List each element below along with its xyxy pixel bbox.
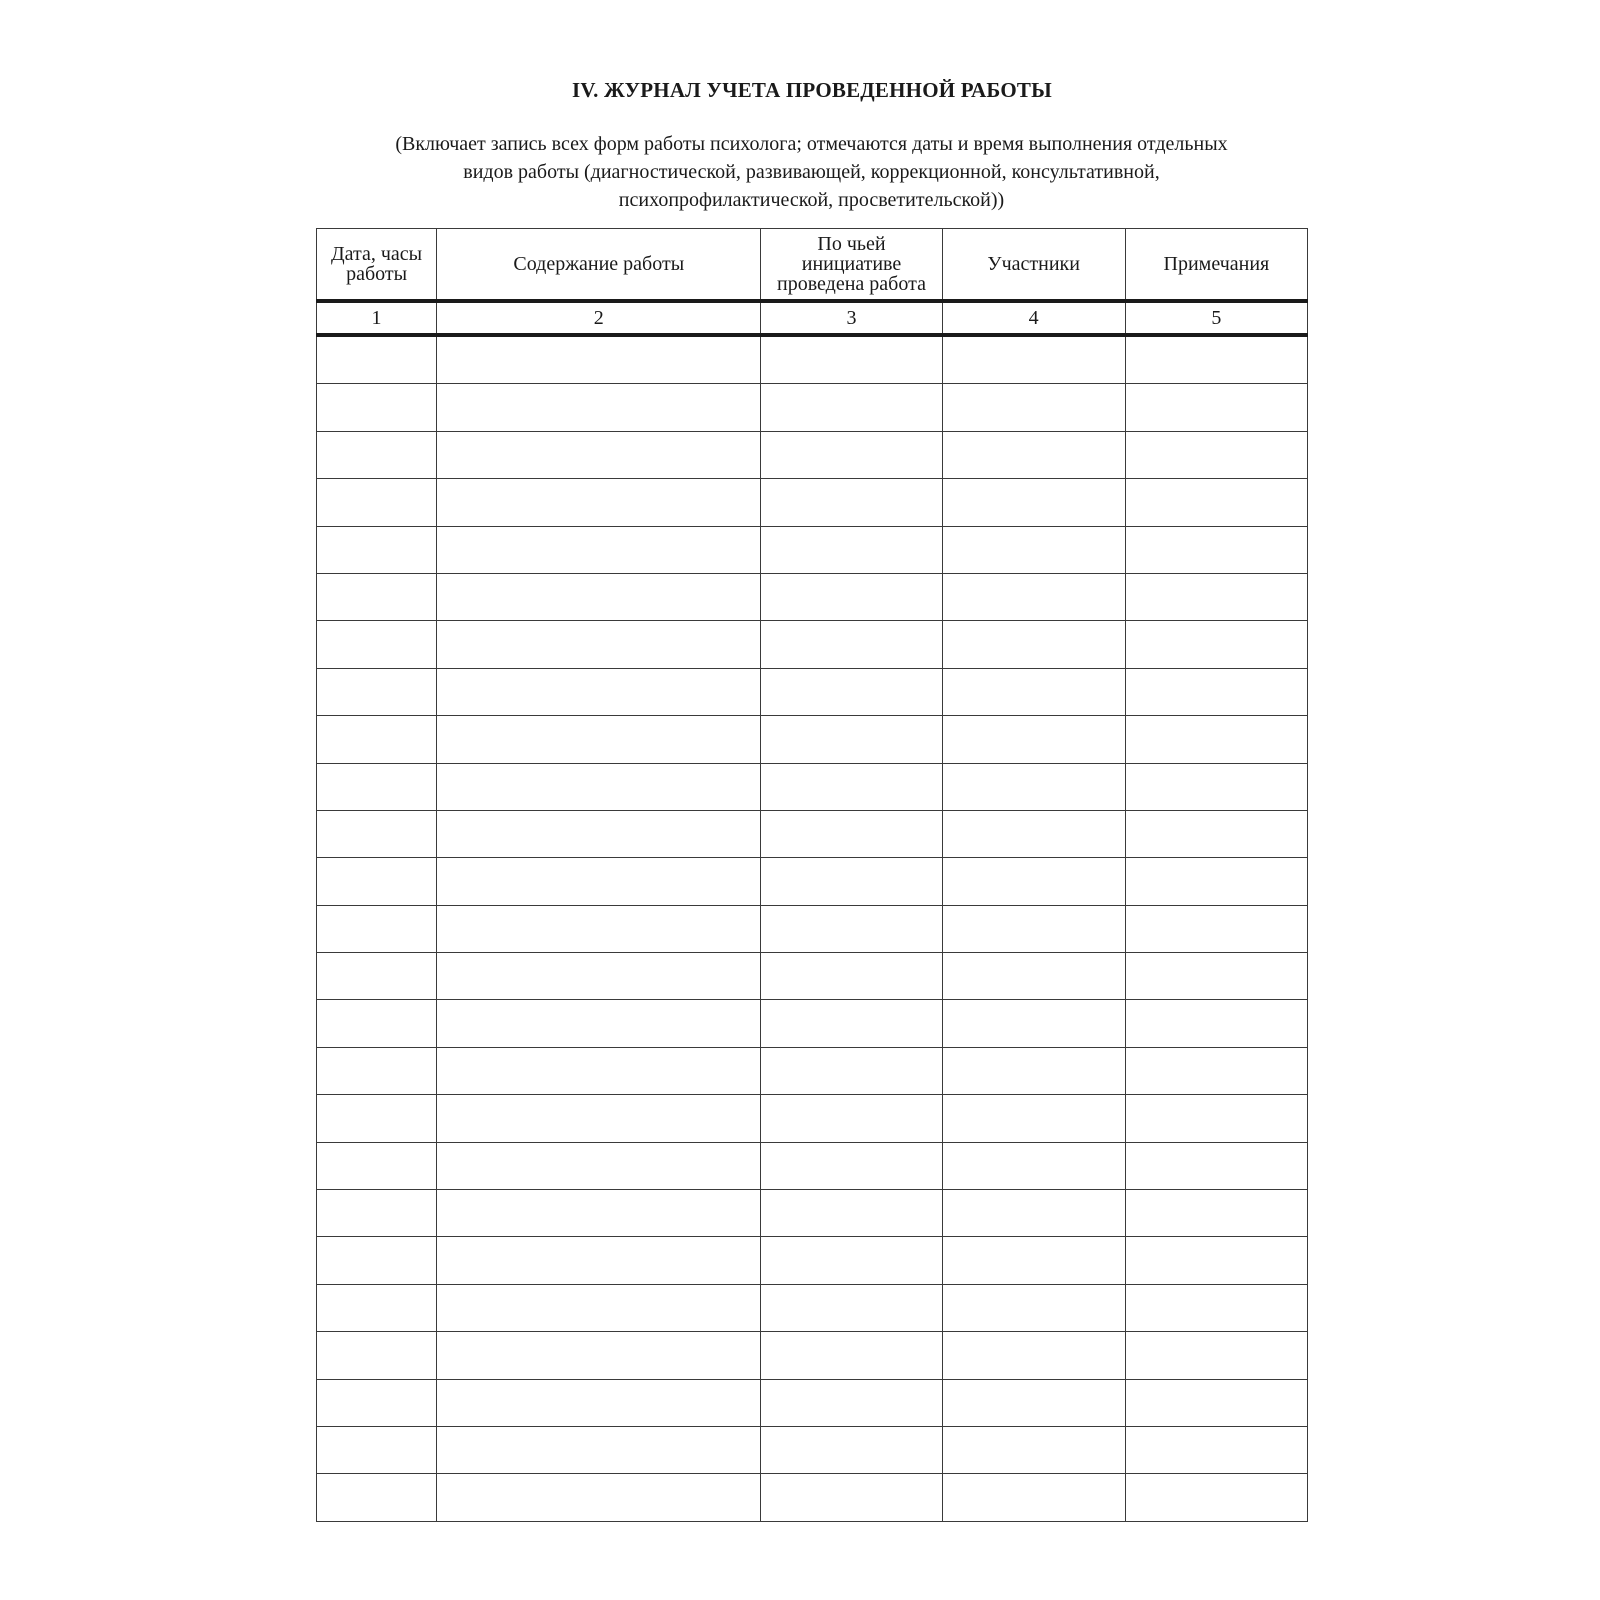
column-number: 1 [317,301,437,335]
column-number: 3 [761,301,942,335]
header-work-content [437,229,761,302]
table-cell [437,810,761,857]
table-row [317,1047,1308,1094]
table-cell [942,763,1125,810]
subtitle-line: (Включает запись всех форм работы психолога; отмечаются даты и время выполнения отдельных [395,133,1228,155]
table-cell [761,668,942,715]
table-cell [1125,1142,1307,1189]
table-cell [942,1332,1125,1379]
table-cell [317,1284,437,1331]
table-cell [761,1142,942,1189]
table-cell [317,526,437,573]
header-text-line: Примечания [1163,253,1270,275]
table-cell [1125,526,1307,573]
table-cell [317,431,437,478]
table-cell [317,905,437,952]
table-cell [1125,431,1307,478]
table-row [317,953,1308,1000]
table-cell [317,335,437,384]
table-cell [942,621,1125,668]
table-cell [942,1142,1125,1189]
table-cell [942,526,1125,573]
table-row [317,858,1308,905]
table-cell [437,1474,761,1521]
table-cell [761,810,942,857]
table-cell [317,1000,437,1047]
table-cell [317,858,437,905]
table-cell [761,1332,942,1379]
table-cell [942,335,1125,384]
table-cell [437,668,761,715]
table-cell [1125,479,1307,526]
column-number: 4 [942,301,1125,335]
table-cell [437,384,761,431]
header-text-line: Участники [987,253,1080,275]
table-cell [942,384,1125,431]
table-cell [942,431,1125,478]
table-cell [942,1047,1125,1094]
table-cell [317,1379,437,1426]
header-initiative [761,229,942,302]
table-row [317,1000,1308,1047]
table-cell [942,905,1125,952]
table-cell [1125,621,1307,668]
table-cell [437,953,761,1000]
table-cell [437,1142,761,1189]
table-cell [761,1000,942,1047]
column-number: 5 [1125,301,1307,335]
table-cell [761,1047,942,1094]
table-cell [761,1379,942,1426]
table-row [317,763,1308,810]
table-cell [1125,1190,1307,1237]
table-row [317,668,1308,715]
table-cell [942,953,1125,1000]
column-number: 2 [437,301,761,335]
table-cell [1125,384,1307,431]
table-cell [1125,1332,1307,1379]
header-text-line: По чьей [817,233,886,255]
table-row [317,1142,1308,1189]
table-cell [437,526,761,573]
table-cell [942,668,1125,715]
table-cell [942,1095,1125,1142]
table-cell [1125,1426,1307,1473]
table-cell [1125,1379,1307,1426]
table-cell [437,858,761,905]
table-cell [437,1284,761,1331]
table-cell [1125,1095,1307,1142]
table-cell [761,431,942,478]
table-cell [317,953,437,1000]
table-cell [437,335,761,384]
table-cell [761,716,942,763]
table-cell [761,573,942,620]
table-cell [1125,1474,1307,1521]
table-cell [317,1095,437,1142]
table-cell [761,1237,942,1284]
table-cell [437,621,761,668]
table-cell [942,479,1125,526]
table-cell [317,479,437,526]
table-cell [761,479,942,526]
table-cell [437,479,761,526]
table-cell [1125,905,1307,952]
table-cell [437,763,761,810]
table-cell [942,1379,1125,1426]
table-row [317,1190,1308,1237]
table-cell [1125,716,1307,763]
header-text-line: Дата, часы [330,243,423,265]
table-row [317,431,1308,478]
table-cell [1125,335,1307,384]
table-cell [317,1190,437,1237]
table-row [317,621,1308,668]
header-text-line: инициативе [801,253,902,275]
table-cell [942,810,1125,857]
table-cell [437,1095,761,1142]
table-cell [942,858,1125,905]
table-cell [761,858,942,905]
table-cell [437,1000,761,1047]
table-row [317,526,1308,573]
table-cell [942,1474,1125,1521]
table-row [317,810,1308,857]
table-row [317,1095,1308,1142]
table-cell [1125,810,1307,857]
journal-table [316,228,1308,1522]
table-cell [437,573,761,620]
table-cell [942,573,1125,620]
table-row [317,335,1308,384]
table-cell [1125,1237,1307,1284]
table-cell [1125,763,1307,810]
table-cell [437,716,761,763]
table-row [317,1474,1308,1521]
column-number-row [317,301,1308,335]
table-cell [1125,668,1307,715]
table-cell [761,384,942,431]
table-cell [1125,1284,1307,1331]
journal-body [317,335,1308,1521]
table-cell [317,810,437,857]
table-cell [942,1284,1125,1331]
header-text-line: проведена работа [777,273,926,295]
header-date-hours [317,229,437,302]
table-cell [761,621,942,668]
header-text-line: Содержание работы [513,253,685,275]
table-cell [317,668,437,715]
header-participants [942,229,1125,302]
page-subtitle [334,130,1289,214]
table-cell [942,1000,1125,1047]
table-cell [437,1190,761,1237]
table-row [317,1426,1308,1473]
table-row [317,905,1308,952]
table-cell [317,1047,437,1094]
table-cell [317,716,437,763]
table-row [317,1379,1308,1426]
table-cell [761,1474,942,1521]
table-cell [942,1190,1125,1237]
table-cell [761,335,942,384]
subtitle-line: видов работы (диагностической, развивающей, коррекционной, консультативной, [463,161,1160,183]
table-cell [317,763,437,810]
table-cell [317,621,437,668]
table-row [317,573,1308,620]
table-cell [437,1237,761,1284]
table-row [317,716,1308,763]
table-cell [437,1332,761,1379]
table-cell [761,1284,942,1331]
page-title: IV. ЖУРНАЛ УЧЕТА ПРОВЕДЕННОЙ РАБОТЫ [572,78,1052,102]
table-cell [761,1190,942,1237]
table-cell [317,384,437,431]
subtitle-line: психопрофилактической, просветительской)) [618,189,1005,211]
table-cell [1125,1000,1307,1047]
table-row [317,1332,1308,1379]
table-cell [761,763,942,810]
table-cell [317,1474,437,1521]
table-cell [761,1426,942,1473]
table-cell [437,905,761,952]
table-cell [1125,573,1307,620]
journal-page [316,70,1308,1570]
table-cell [437,431,761,478]
header-row [317,229,1308,302]
header-notes [1125,229,1307,302]
table-row [317,1284,1308,1331]
table-cell [317,573,437,620]
table-cell [942,1237,1125,1284]
table-row [317,384,1308,431]
table-cell [437,1379,761,1426]
table-cell [942,716,1125,763]
table-cell [942,1426,1125,1473]
table-cell [437,1047,761,1094]
table-row [317,479,1308,526]
table-cell [761,953,942,1000]
table-cell [1125,1047,1307,1094]
table-cell [317,1332,437,1379]
table-cell [761,1095,942,1142]
table-cell [1125,858,1307,905]
table-cell [437,1426,761,1473]
table-cell [1125,953,1307,1000]
table-cell [761,905,942,952]
table-cell [317,1426,437,1473]
table-cell [317,1237,437,1284]
header-text-line: работы [346,263,408,285]
table-cell [761,526,942,573]
table-row [317,1237,1308,1284]
table-cell [317,1142,437,1189]
